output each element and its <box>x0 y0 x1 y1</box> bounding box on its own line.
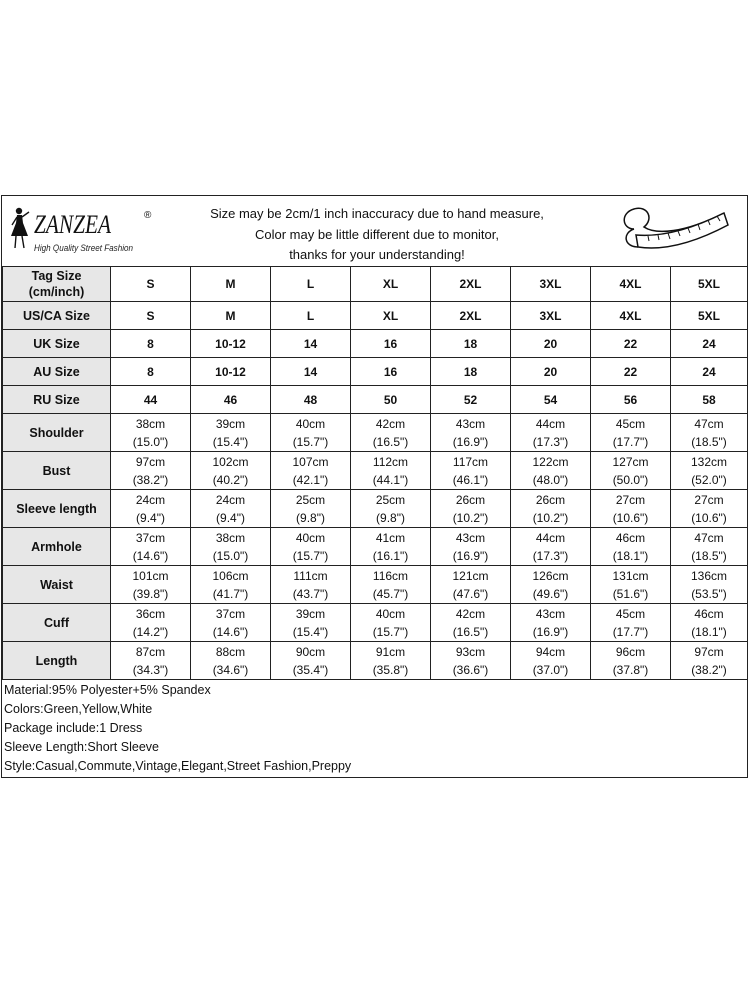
size-cell: 16 <box>351 330 431 358</box>
inch-value: (17.3") <box>532 548 569 563</box>
measurement-cell <box>431 566 511 604</box>
inch-value: (17.3") <box>532 434 569 449</box>
measurement-cell <box>191 452 271 490</box>
cm-value: 101cm <box>132 568 169 583</box>
measurement-cell <box>431 414 511 452</box>
inch-value: (16.9") <box>452 434 489 449</box>
row-header <box>3 330 111 358</box>
measurement-cell <box>111 642 191 680</box>
size-cell: M <box>191 267 271 302</box>
cm-value: 43cm <box>535 606 566 621</box>
cm-value: 45cm <box>615 416 646 431</box>
cm-value: 111cm <box>293 568 328 583</box>
cm-value: 41cm <box>375 530 406 545</box>
detail-line: Style:Casual,Commute,Vintage,Elegant,Street Fashion,Preppy <box>4 759 352 773</box>
cm-value: 26cm <box>535 492 566 507</box>
cm-value: 90cm <box>295 644 326 659</box>
inch-value: (45.7") <box>372 586 409 601</box>
measurement-cell <box>511 452 591 490</box>
size-cell: 14 <box>271 358 351 386</box>
size-cell: S <box>111 267 191 302</box>
measurement-cell <box>591 452 671 490</box>
measurement-cell <box>431 452 511 490</box>
size-cell: 52 <box>431 386 511 414</box>
size-cell: XL <box>351 302 431 330</box>
inch-value: (35.8") <box>372 662 409 677</box>
measurement-cell <box>511 414 591 452</box>
measurement-row <box>3 452 748 490</box>
inch-value: (49.6") <box>532 586 569 601</box>
inch-value: (16.5") <box>452 624 489 639</box>
size-cell: 50 <box>351 386 431 414</box>
measurement-cell <box>511 604 591 642</box>
notice-line: Color may be little different due to monitor, <box>255 226 499 242</box>
cm-value: 91cm <box>375 644 406 659</box>
inch-value: (15.7") <box>372 624 409 639</box>
measurement-cell <box>111 528 191 566</box>
row-header <box>3 302 111 330</box>
size-cell: 22 <box>591 358 671 386</box>
cm-value: 122cm <box>532 454 569 469</box>
inch-value: (14.6") <box>132 548 169 563</box>
measurement-cell <box>671 452 748 490</box>
inch-value: (18.1") <box>612 548 649 563</box>
cm-value: 25cm <box>375 492 406 507</box>
measurement-cell <box>351 528 431 566</box>
size-cell: L <box>271 302 351 330</box>
measurement-cell <box>351 566 431 604</box>
cm-value: 107cm <box>292 454 329 469</box>
brand-name: ZANZEA <box>34 210 112 239</box>
inch-value: (14.2") <box>132 624 169 639</box>
size-cell: 46 <box>191 386 271 414</box>
measurement-cell <box>671 490 748 528</box>
inch-value: (10.2") <box>532 510 569 525</box>
inch-value: (18.1") <box>691 624 727 639</box>
inch-value: (10.6") <box>612 510 649 525</box>
cm-value: 44cm <box>535 530 566 545</box>
measurement-cell <box>511 642 591 680</box>
inch-value: (38.2") <box>691 662 727 677</box>
size-cell: 4XL <box>591 267 671 302</box>
cm-value: 131cm <box>612 568 649 583</box>
row-header: Waist <box>3 566 111 604</box>
inch-value: (10.2") <box>452 510 489 525</box>
measurement-cell <box>271 528 351 566</box>
cm-value: 37cm <box>135 530 166 545</box>
size-cell: 24 <box>671 330 748 358</box>
inch-value: (38.2") <box>132 472 169 487</box>
cm-value: 38cm <box>135 416 166 431</box>
size-cell: M <box>191 302 271 330</box>
measurement-cell <box>191 490 271 528</box>
size-cell: 18 <box>431 358 511 386</box>
measurement-cell <box>111 414 191 452</box>
measurement-cell <box>591 414 671 452</box>
size-cell: 20 <box>511 330 591 358</box>
size-cell: 48 <box>271 386 351 414</box>
inch-value: (37.8") <box>612 662 649 677</box>
size-cell: XL <box>351 267 431 302</box>
measurement-cell <box>431 490 511 528</box>
inch-value: (15.7") <box>292 548 329 563</box>
inch-value: (9.8") <box>376 510 405 525</box>
inch-value: (47.6") <box>452 586 489 601</box>
measurement-cell <box>511 528 591 566</box>
fashion-figure-icon <box>6 206 34 250</box>
inch-value: (48.0") <box>532 472 569 487</box>
cm-value: 25cm <box>295 492 326 507</box>
size-cell: L <box>271 267 351 302</box>
cm-value: 46cm <box>615 530 646 545</box>
inch-value: (39.8") <box>132 586 169 601</box>
size-cell: 18 <box>431 330 511 358</box>
measurement-cell <box>351 642 431 680</box>
inch-value: (10.6") <box>691 510 727 525</box>
row-header-label: AU Size <box>33 364 80 379</box>
measurement-cell <box>111 566 191 604</box>
measurement-cell <box>271 452 351 490</box>
size-cell: 8 <box>111 358 191 386</box>
brand-logo <box>6 204 181 262</box>
inch-value: (14.6") <box>212 624 249 639</box>
measurement-cell <box>591 604 671 642</box>
row-header: Bust <box>3 452 111 490</box>
measurement-cell <box>591 490 671 528</box>
cm-value: 26cm <box>455 492 486 507</box>
inch-value: (16.9") <box>452 548 489 563</box>
inch-value: (15.0") <box>132 434 169 449</box>
chart-header <box>2 196 747 267</box>
measurement-cell <box>271 642 351 680</box>
inch-value: (16.5") <box>372 434 409 449</box>
size-table <box>2 266 748 680</box>
cm-value: 44cm <box>535 416 566 431</box>
cm-value: 121cm <box>452 568 489 583</box>
cm-value: 126cm <box>532 568 569 583</box>
size-cell: 54 <box>511 386 591 414</box>
size-cell: 10-12 <box>191 330 271 358</box>
row-header: Sleeve length <box>3 490 111 528</box>
size-cell: 5XL <box>671 302 748 330</box>
row-header: Shoulder <box>3 414 111 452</box>
cm-value: 43cm <box>455 416 486 431</box>
inch-value: (35.4") <box>292 662 329 677</box>
measurement-cell <box>111 452 191 490</box>
measurement-cell <box>671 604 748 642</box>
measurement-cell <box>271 414 351 452</box>
cm-value: 43cm <box>455 530 486 545</box>
inch-value: (15.4") <box>212 434 249 449</box>
measurement-cell <box>431 604 511 642</box>
notice-line: thanks for your understanding! <box>289 247 465 262</box>
row-header-label: (cm/inch) <box>28 285 85 299</box>
cm-value: 132cm <box>690 454 728 469</box>
size-row <box>3 358 748 386</box>
cm-value: 94cm <box>535 644 566 659</box>
inch-value: (15.4") <box>292 624 329 639</box>
inch-value: (15.0") <box>212 548 249 563</box>
inch-value: (36.6") <box>452 662 489 677</box>
cm-value: 106cm <box>212 568 249 583</box>
row-header-label: UK Size <box>33 336 80 351</box>
cm-value: 136cm <box>690 568 728 583</box>
measurement-cell <box>351 452 431 490</box>
product-details <box>2 681 747 776</box>
detail-line: Material:95% Polyester+5% Spandex <box>4 683 211 697</box>
inch-value: (50.0") <box>612 472 649 487</box>
inch-value: (46.1") <box>452 472 489 487</box>
cm-value: 117cm <box>452 454 489 469</box>
inch-value: (18.5") <box>691 548 727 563</box>
cm-value: 27cm <box>615 492 646 507</box>
row-header <box>3 386 111 414</box>
measurement-cell <box>191 642 271 680</box>
size-cell: 10-12 <box>191 358 271 386</box>
size-chart <box>1 195 748 778</box>
inch-value: (34.3") <box>132 662 169 677</box>
row-header: Armhole <box>3 528 111 566</box>
inch-value: (51.6") <box>612 586 649 601</box>
measurement-row <box>3 642 748 680</box>
row-header <box>3 267 111 302</box>
measurement-cell <box>591 528 671 566</box>
brand-tagline: High Quality Street Fashion <box>34 243 134 253</box>
measurement-cell <box>271 566 351 604</box>
size-cell: 16 <box>351 358 431 386</box>
inch-value: (40.2") <box>212 472 249 487</box>
cm-value: 40cm <box>375 606 406 621</box>
row-header-label: Tag Size <box>31 269 82 283</box>
inch-value: (9.4") <box>216 510 245 525</box>
measurement-cell <box>351 490 431 528</box>
measurement-cell <box>191 566 271 604</box>
detail-line: Colors:Green,Yellow,White <box>4 702 153 716</box>
row-header-label: US/CA Size <box>23 308 90 323</box>
size-cell: 22 <box>591 330 671 358</box>
cm-value: 102cm <box>212 454 249 469</box>
cm-value: 24cm <box>135 492 166 507</box>
inch-value: (37.0") <box>532 662 569 677</box>
measurement-row <box>3 528 748 566</box>
cm-value: 112cm <box>372 454 409 469</box>
measurement-cell <box>351 604 431 642</box>
size-cell: 5XL <box>671 267 748 302</box>
registered-mark: ® <box>144 210 152 221</box>
size-row <box>3 330 748 358</box>
size-cell: 4XL <box>591 302 671 330</box>
measurement-row <box>3 604 748 642</box>
row-header-label: RU Size <box>33 392 80 407</box>
measurement-cell <box>671 414 748 452</box>
cm-value: 36cm <box>135 606 166 621</box>
inch-value: (15.7") <box>292 434 329 449</box>
cm-value: 45cm <box>615 606 646 621</box>
measurement-cell <box>111 490 191 528</box>
cm-value: 42cm <box>375 416 406 431</box>
inch-value: (41.7") <box>212 586 249 601</box>
inch-value: (34.6") <box>212 662 249 677</box>
size-cell: 2XL <box>431 267 511 302</box>
cm-value: 37cm <box>215 606 246 621</box>
row-header: Length <box>3 642 111 680</box>
measurement-cell <box>431 528 511 566</box>
size-cell: 24 <box>671 358 748 386</box>
cm-value: 47cm <box>694 416 724 431</box>
inch-value: (52.0") <box>691 472 727 487</box>
measurement-cell <box>191 528 271 566</box>
cm-value: 87cm <box>135 644 166 659</box>
measurement-cell <box>671 566 748 604</box>
measurement-cell <box>191 414 271 452</box>
measurement-row <box>3 414 748 452</box>
cm-value: 88cm <box>215 644 246 659</box>
cm-value: 127cm <box>612 454 649 469</box>
inch-value: (16.1") <box>372 548 409 563</box>
cm-value: 39cm <box>215 416 246 431</box>
size-cell: 20 <box>511 358 591 386</box>
cm-value: 40cm <box>295 530 326 545</box>
measurement-cell <box>271 604 351 642</box>
cm-value: 47cm <box>694 530 724 545</box>
inch-value: (17.7") <box>612 624 649 639</box>
inch-value: (9.4") <box>136 510 165 525</box>
measurement-cell <box>191 604 271 642</box>
size-cell: 2XL <box>431 302 511 330</box>
cm-value: 116cm <box>372 568 409 583</box>
size-cell: 3XL <box>511 267 591 302</box>
detail-line: Package include:1 Dress <box>4 721 143 735</box>
measuring-tape-icon <box>614 199 732 263</box>
measurement-cell <box>591 566 671 604</box>
detail-line: Sleeve Length:Short Sleeve <box>4 740 159 754</box>
measurement-cell <box>591 642 671 680</box>
measurement-cell <box>111 604 191 642</box>
inch-value: (9.8") <box>296 510 325 525</box>
inch-value: (18.5") <box>691 434 727 449</box>
size-cell: 56 <box>591 386 671 414</box>
cm-value: 38cm <box>215 530 246 545</box>
measurement-cell <box>671 528 748 566</box>
cm-value: 97cm <box>694 644 724 659</box>
inch-value: (43.7") <box>292 586 329 601</box>
cm-value: 27cm <box>694 492 724 507</box>
size-cell: S <box>111 302 191 330</box>
cm-value: 97cm <box>135 454 166 469</box>
inch-value: (53.5") <box>691 586 727 601</box>
size-cell: 14 <box>271 330 351 358</box>
size-row <box>3 267 748 302</box>
measurement-row <box>3 566 748 604</box>
measurement-cell <box>511 490 591 528</box>
measurement-cell <box>511 566 591 604</box>
inch-value: (16.9") <box>532 624 569 639</box>
notice-line: Size may be 2cm/1 inch inaccuracy due to hand measure, <box>210 206 544 221</box>
cm-value: 24cm <box>215 492 246 507</box>
measurement-notice <box>182 204 572 266</box>
cm-value: 39cm <box>295 606 326 621</box>
cm-value: 96cm <box>615 644 646 659</box>
measurement-cell <box>431 642 511 680</box>
cm-value: 93cm <box>455 644 486 659</box>
cm-value: 46cm <box>694 606 724 621</box>
measurement-cell <box>351 414 431 452</box>
measurement-row <box>3 490 748 528</box>
size-row <box>3 302 748 330</box>
inch-value: (42.1") <box>292 472 329 487</box>
row-header: Cuff <box>3 604 111 642</box>
cm-value: 40cm <box>295 416 326 431</box>
inch-value: (44.1") <box>372 472 409 487</box>
size-cell: 44 <box>111 386 191 414</box>
size-cell: 8 <box>111 330 191 358</box>
measurement-cell <box>271 490 351 528</box>
size-row <box>3 386 748 414</box>
measurement-cell <box>671 642 748 680</box>
size-cell: 58 <box>671 386 748 414</box>
row-header <box>3 358 111 386</box>
cm-value: 42cm <box>455 606 486 621</box>
inch-value: (17.7") <box>612 434 649 449</box>
size-cell: 3XL <box>511 302 591 330</box>
